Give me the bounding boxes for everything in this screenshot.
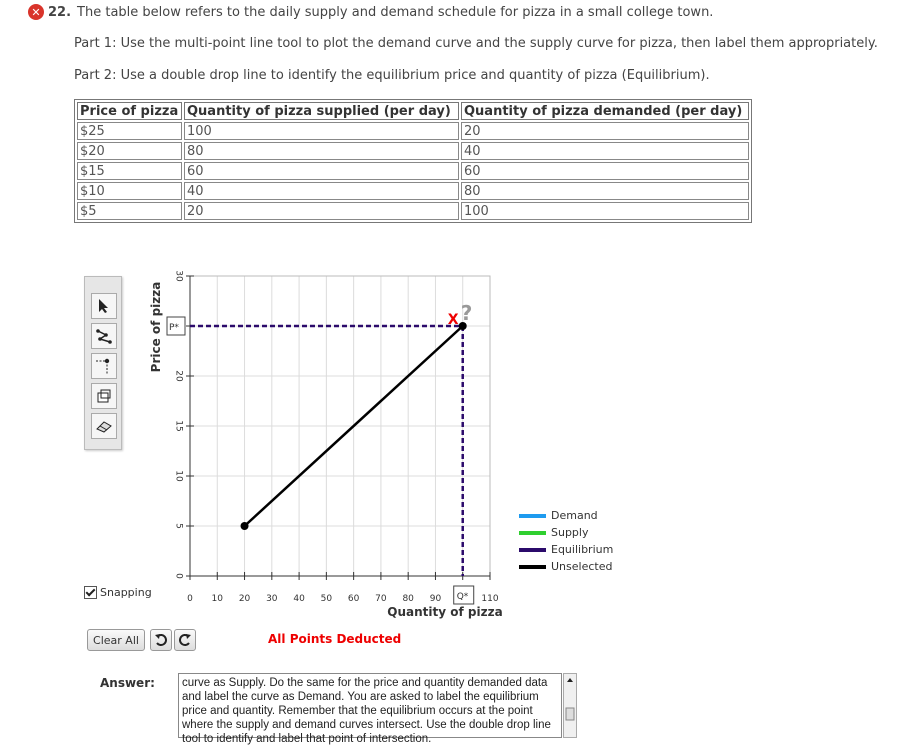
table-header-row [77,102,749,120]
x-tick-label: 110 [481,594,499,604]
question-text: The table below refers to the daily supply and demand schedule for pizza in a small college town. [77,4,714,20]
legend-label: Supply [551,526,589,539]
x-tick-label: 30 [266,594,278,604]
table-cell: $10 [77,182,182,200]
snapping-toggle[interactable] [84,586,152,599]
legend-label: Demand [551,509,598,522]
table-row [77,202,749,220]
y-tick-label: 0 [173,573,184,579]
table-cell: $25 [77,122,182,140]
table-row [77,122,749,140]
quantity-label: Q* [456,592,469,602]
legend-swatch [519,531,546,535]
question-number: 22. [48,4,72,20]
status-message: All Points Deducted [268,632,402,646]
y-tick-label: 5 [173,523,184,529]
snapping-label: Snapping [100,586,152,599]
x-tick-label: 80 [402,594,414,604]
double-drop-line-tool-button[interactable] [91,353,117,379]
table-header: Quantity of pizza supplied (per day) [184,102,459,120]
answer-scrollbar[interactable] [563,673,577,738]
table-header: Quantity of pizza demanded (per day) [461,102,749,120]
undo-button[interactable] [150,629,172,651]
answer-text[interactable]: curve as Supply. Do the same for the price and quantity demanded data and label the curve as Demand. You are asked to label the equilibrium price and quantity. Remember that the equilibrium occurs at the point where the supply and demand curves intersect. Use the double drop line tool to identify and label that point of intersection. [178,673,562,738]
x-tick-label: 0 [187,594,193,604]
legend-label: Equilibrium [551,543,614,556]
table-cell: 40 [461,142,749,160]
x-tick-label: 10 [211,594,223,604]
legend-item-unselected [519,558,613,575]
answer-label: Answer: [100,676,155,690]
table-cell: 60 [461,162,749,180]
legend-swatch [519,514,546,518]
clear-all-button[interactable]: Clear All [87,629,145,651]
redo-icon [178,633,192,647]
legend-label: Unselected [551,560,613,573]
curve-point [241,522,249,530]
table-row [77,142,749,160]
question-header [28,4,713,20]
label-box-icon [96,388,112,404]
y-axis-label: Price of pizza [149,281,163,373]
legend [519,507,613,575]
y-tick-label: 20 [173,370,184,382]
x-tick-label: 70 [375,594,387,604]
graph-toolbar [84,276,122,450]
y-tick-label: 30 [173,270,184,282]
table-cell: 100 [461,202,749,220]
table-row [77,162,749,180]
table-cell: $15 [77,162,182,180]
part2-instructions: Part 2: Use a double drop line to identify the equilibrium price and quantity of pizza (Equilibrium). [74,68,710,83]
redo-button[interactable] [174,629,196,651]
pointer-tool-button[interactable] [91,293,117,319]
table-cell: $5 [77,202,182,220]
table-cell: $20 [77,142,182,160]
snapping-checkbox[interactable] [84,586,97,599]
graph-area[interactable] [145,262,505,619]
pointer-icon [97,298,111,314]
schedule-table [74,99,752,223]
legend-item-supply [519,524,613,541]
undo-icon [154,633,168,647]
legend-item-demand [519,507,613,524]
scrollbar-arrows [564,674,576,737]
table-cell: 20 [184,202,459,220]
x-axis-label: Quantity of pizza [387,605,503,619]
eraser-tool-button[interactable] [91,413,117,439]
scroll-thumb [566,708,574,720]
multi-point-line-icon [95,327,113,345]
table-cell: 60 [184,162,459,180]
table-cell: 80 [461,182,749,200]
legend-swatch [519,548,546,552]
legend-item-equilibrium [519,541,613,558]
y-tick-label: 15 [173,420,184,432]
table-cell: 100 [184,122,459,140]
part1-instructions: Part 1: Use the multi-point line tool to plot the demand curve and the supply curve for pizza, then label them appropriately. [74,36,878,51]
x-tick-label: 40 [293,594,305,604]
x-tick-label: 20 [238,594,251,604]
double-drop-line-icon [95,357,113,375]
table-cell: 40 [184,182,459,200]
table-row [77,182,749,200]
price-label: P* [169,323,179,333]
label-tool-button[interactable] [91,383,117,409]
table-cell: 20 [461,122,749,140]
x-tick-label: 50 [320,594,333,604]
x-tick-label: 60 [347,594,360,604]
eraser-icon [94,418,114,434]
table-header: Price of pizza [77,102,182,120]
multi-point-line-tool-button[interactable] [91,323,117,349]
table-cell: 80 [184,142,459,160]
incorrect-mark-icon: X [447,312,459,328]
y-tick-label: 10 [173,470,184,482]
incorrect-icon: ✕ [28,4,44,20]
unknown-mark-icon: ? [460,301,473,325]
x-tick-label: 90 [429,594,442,604]
legend-swatch [519,565,546,569]
scroll-up-icon [567,678,573,682]
